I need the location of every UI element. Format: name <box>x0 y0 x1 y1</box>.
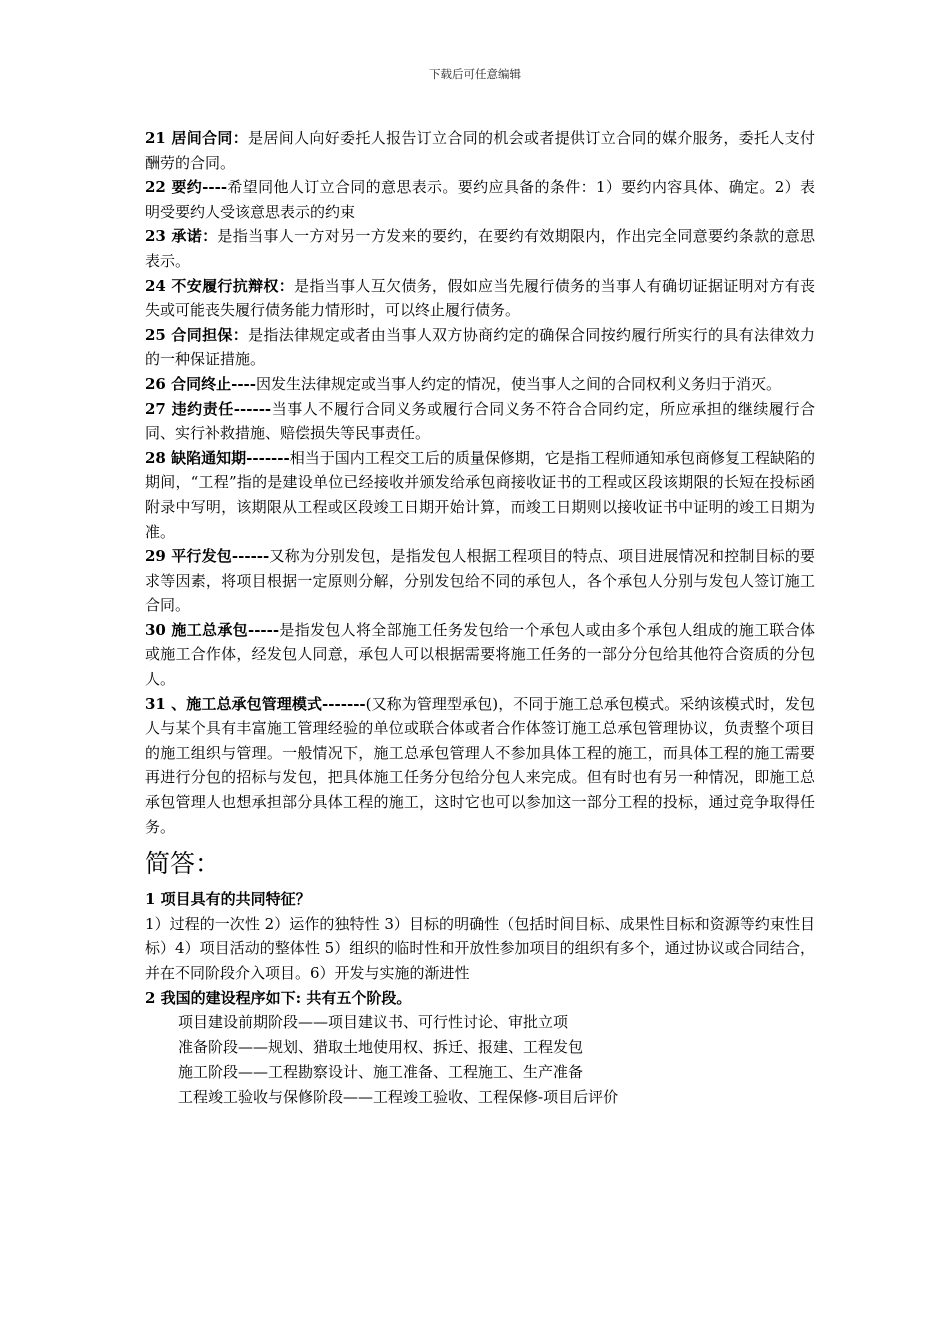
definition-text: 希望同他人订立合同的意思表示。要约应具备的条件：1）要约内容具体、确定。2）表明受要约人受该意思表示的约束 <box>145 178 816 221</box>
definition-text: 当事人不履行合同义务或履行合同义务不符合合同约定，所应承担的继续履行合同、实行补救措施、赔偿损失等民事责任。 <box>145 399 815 443</box>
definition-text: 又称为分别发包，是指发包人根据工程项目的特点、项目进展情况和控制目标的要求等因素，将项目根据一定原则分解，分别发包给不同的承包人，各个承包人分别与发包人签订施工合同。 <box>145 547 815 615</box>
definition-term: 23 承诺： <box>145 227 218 246</box>
definition-term: 21 居间合同： <box>145 129 249 147</box>
stage-item: 项目建设前期阶段——项目建议书、可行性讨论、审批立项 <box>178 1013 569 1032</box>
definition-entry <box>145 126 815 175</box>
definition-entry <box>145 544 815 618</box>
question-2: 2 我国的建设程序如下: 共有五个阶段。 <box>145 988 412 1007</box>
definition-entry <box>145 692 815 840</box>
definition-term: 30 施工总承包----- <box>145 620 280 639</box>
definition-term: 28 缺陷通知期------- <box>145 448 290 467</box>
construction-stages-list <box>145 1010 815 1109</box>
section-title: 简答： <box>145 849 221 879</box>
document-body <box>145 126 815 1109</box>
definition-text: 是指当事人互欠债务，假如应当先履行债务的当事人有确切证据证明对方有丧失或可能丧失履行债务能力情形时，可以终止履行债务。 <box>145 276 815 320</box>
definition-text: 是指发包人将全部施工任务发包给一个承包人或由多个承包人组成的施工联合体或施工合作体，经发包人同意，承包人可以根据需要将施工任务的一部分分包给其他符合资质的分包人。 <box>145 620 815 689</box>
definition-term: 22 要约---- <box>145 178 228 197</box>
page-header: 下载后可任意编辑 <box>429 67 521 81</box>
definition-term: 26 合同终止---- <box>145 374 256 393</box>
definition-entry <box>145 618 815 692</box>
definition-text: 是指当事人一方对另一方发来的要约，在要约有效期限内，作出完全同意要约条款的意思表示。 <box>145 227 815 270</box>
definition-entry <box>145 323 815 372</box>
definition-term: 31 、施工总承包管理模式------- <box>145 694 366 713</box>
question-1: 1 项目具有的共同特征？ <box>145 890 311 909</box>
definition-entry <box>145 274 815 323</box>
definition-text: 相当于国内工程交工后的质量保修期，它是指工程师通知承包商修复工程缺陷的期间，“工程”指的是建设单位已经接收并颁发给承包商接收证书的工程或区段该期限的长短在投标函附录中写明，该期限从工程或区段竣工日期开始计算，而竣工日期则以接收证书中证明的竣工日期为准。 <box>145 448 815 541</box>
answer-1: 1）过程的一次性 2）运作的独特性 3）目标的明确性（包括时间目标、成果性目标和资源等约束性目标）4）项目活动的整体性 5）组织的临时性和开放性参加项目的组织有多个，通过协议或合同结合，并在不同阶段介入项目。6）开发与实施的渐进性 <box>145 914 815 982</box>
definition-entry <box>145 224 815 273</box>
definition-term: 24 不安履行抗辩权： <box>145 276 295 295</box>
definition-entry <box>145 397 815 446</box>
stage-item: 准备阶段——规划、猎取土地使用权、拆迁、报建、工程发包 <box>178 1037 584 1056</box>
definition-text: 是居间人向好委托人报告订立合同的机会或者提供订立合同的媒介服务，委托人支付酬劳的合同。 <box>145 129 815 172</box>
stage-item: 工程竣工验收与保修阶段——工程竣工验收、工程保修-项目后评价 <box>178 1087 619 1106</box>
definition-term: 29 平行发包------ <box>145 547 270 566</box>
definition-text: 因发生法律规定或当事人约定的情况，使当事人之间的合同权利义务归于消灭。 <box>256 374 782 393</box>
definition-term: 27 违约责任------ <box>145 399 272 418</box>
definition-entry <box>145 372 815 397</box>
stage-item: 施工阶段——工程勘察设计、施工准备、工程施工、生产准备 <box>178 1062 584 1081</box>
definition-text: (又称为管理型承包)，不同于施工总承包模式。采纳该模式时，发包人与某个具有丰富施工管理经验的单位或联合体或者合作体签订施工总承包管理协议，负责整个项目的施工组织与管理。一般情况下，施工总承包管理人不参加具体工程的施工，而具体工程的施工需要再进行分包的招标与发包，把具体施工任务分包给分包人来完成。但有时也有另一种情况，即施工总承包管理人也想承担部分具体工程的施工，这时它也可以参加这一部分工程的投标，通过竞争取得任务。 <box>145 694 815 836</box>
definition-text: 是指法律规定或者由当事人双方协商约定的确保合同按约履行所实行的具有法律效力的一种保证措施。 <box>145 325 815 369</box>
definition-list <box>145 126 815 839</box>
definition-entry <box>145 446 815 544</box>
definition-entry <box>145 175 815 224</box>
definition-term: 25 合同担保： <box>145 325 249 344</box>
